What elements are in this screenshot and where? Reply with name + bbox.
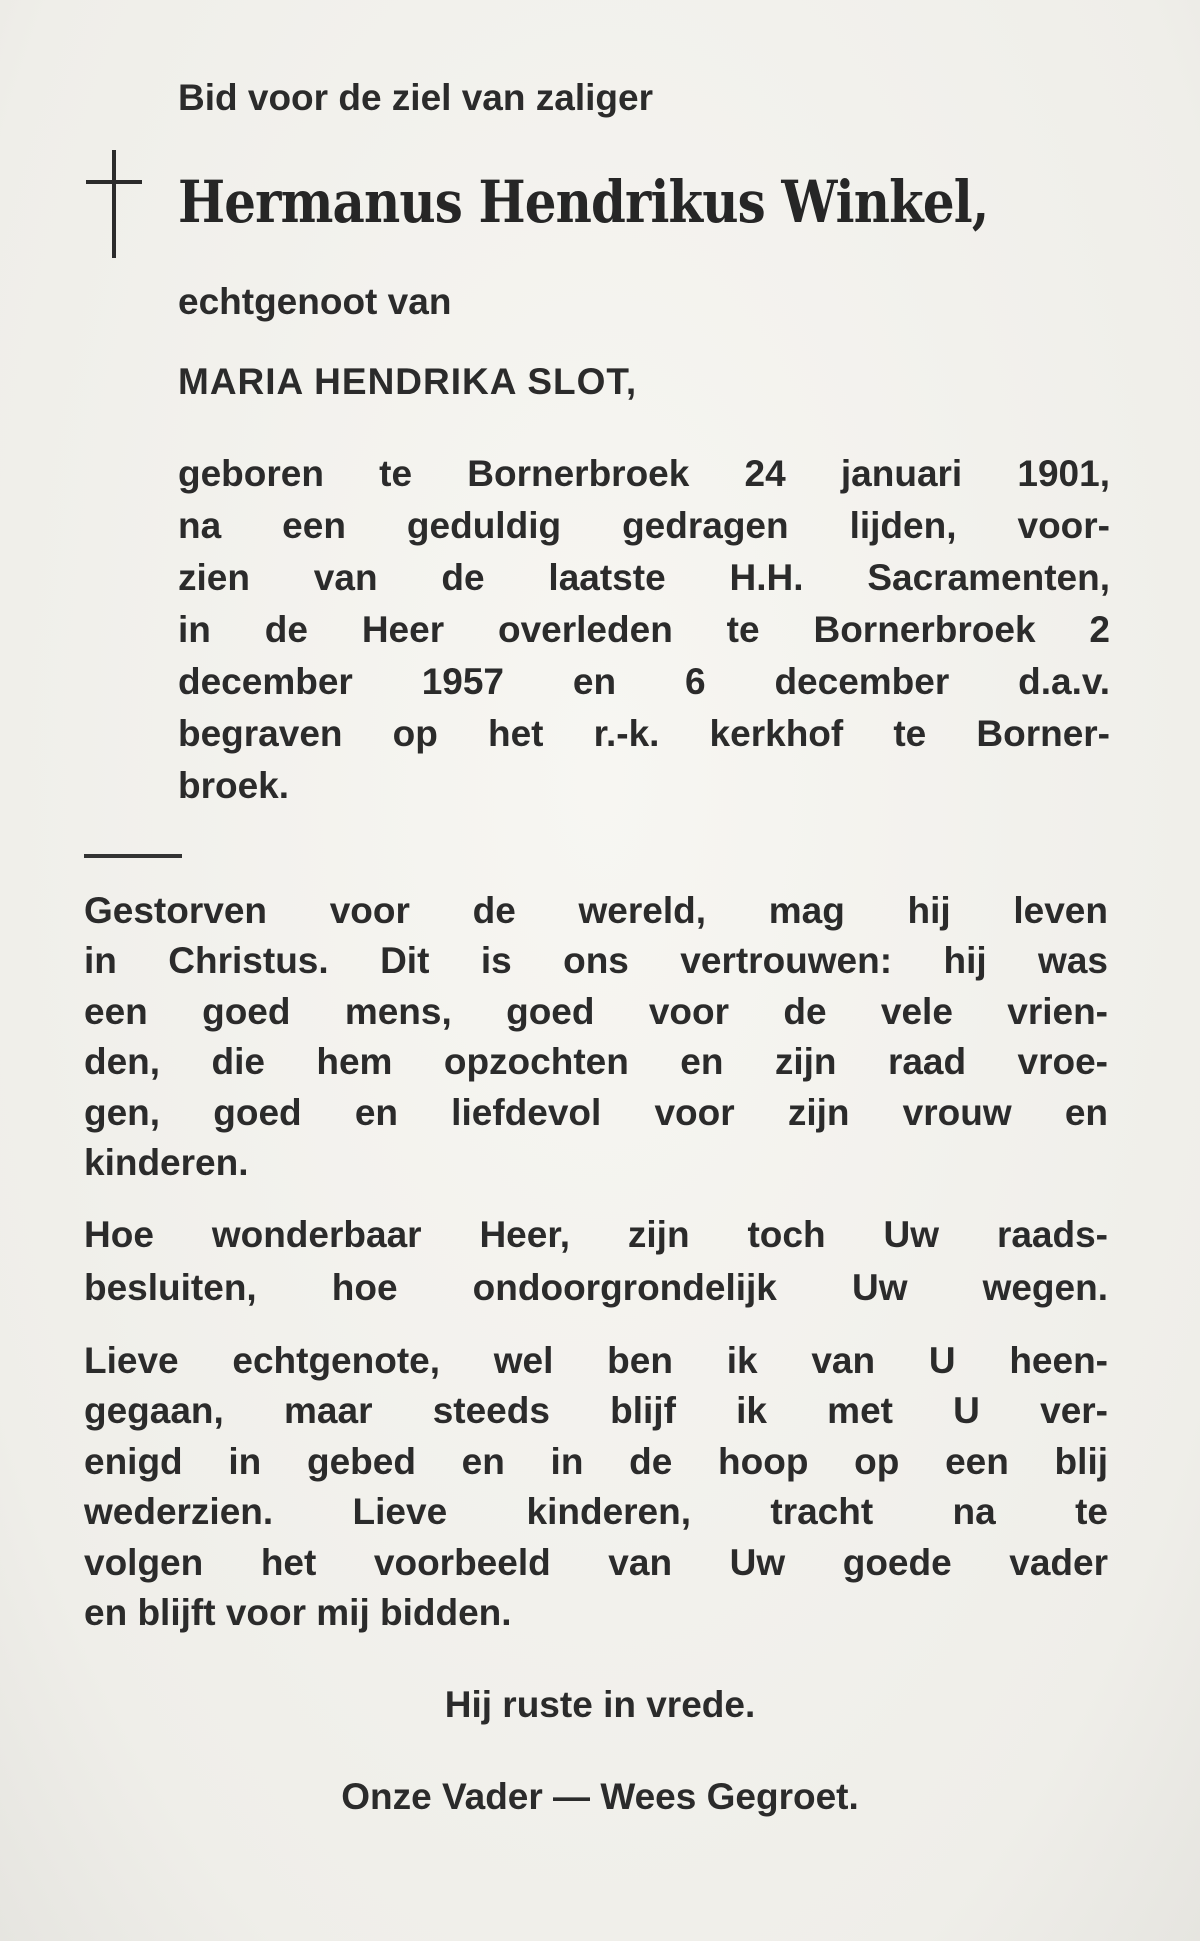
spouse-name: MARIA HENDRIKA SLOT, xyxy=(178,361,638,402)
paragraph3-line: en blijft voor mij bidden. xyxy=(84,1592,512,1633)
paragraph1-line: in Christus. Dit is ons vertrouwen: hij was xyxy=(84,940,1108,981)
paragraph1-line: den, die hem opzochten en zijn raad vroe- xyxy=(84,1041,1108,1082)
paragraph1-line: kinderen. xyxy=(84,1142,249,1183)
bio-line: zien van de laatste H.H. Sacramenten, xyxy=(178,557,1110,598)
bio-line: na een geduldig gedragen lijden, voor- xyxy=(178,505,1110,546)
paragraph3-line: Lieve echtgenote, wel ben ik van U heen- xyxy=(84,1340,1108,1381)
divider xyxy=(84,854,182,858)
paragraph3-line: wederzien. Lieve kinderen, tracht na te xyxy=(84,1491,1108,1532)
spouse-intro: echtgenoot van xyxy=(178,281,452,322)
paragraph1-line: een goed mens, goed voor de vele vrien- xyxy=(84,991,1108,1032)
bio-line: begraven op het r.-k. kerkhof te Borner- xyxy=(178,713,1110,754)
bio-line: broek. xyxy=(178,765,290,806)
deceased-name: Hermanus Hendrikus Winkel, xyxy=(178,168,989,236)
paragraph3-line: gegaan, maar steeds blijf ik met U ver- xyxy=(84,1390,1108,1431)
paragraph2-line: Hoe wonderbaar Heer, zijn toch Uw raads- xyxy=(84,1214,1108,1255)
closing-text: Hij ruste in vrede. xyxy=(444,1684,756,1725)
cross-icon xyxy=(86,150,142,258)
paragraph3-line: enigd in gebed en in de hoop op een blij xyxy=(84,1441,1108,1482)
paragraph1-line: gen, goed en liefdevol voor zijn vrouw en xyxy=(84,1092,1108,1133)
paragraph1-line: Gestorven voor de wereld, mag hij leven xyxy=(84,890,1108,931)
prayers-text: Onze Vader — Wees Gegroet. xyxy=(341,1776,859,1817)
header-text: Bid voor de ziel van zaliger xyxy=(178,77,653,118)
bio-line: in de Heer overleden te Bornerbroek 2 xyxy=(178,609,1110,650)
bio-line: geboren te Bornerbroek 24 januari 1901, xyxy=(178,453,1110,494)
paragraph2-line: besluiten, hoe ondoorgrondelijk Uw wegen. xyxy=(84,1267,1108,1308)
paragraph3-line: volgen het voorbeeld van Uw goede vader xyxy=(84,1542,1108,1583)
bio-line: december 1957 en 6 december d.a.v. xyxy=(178,661,1110,702)
